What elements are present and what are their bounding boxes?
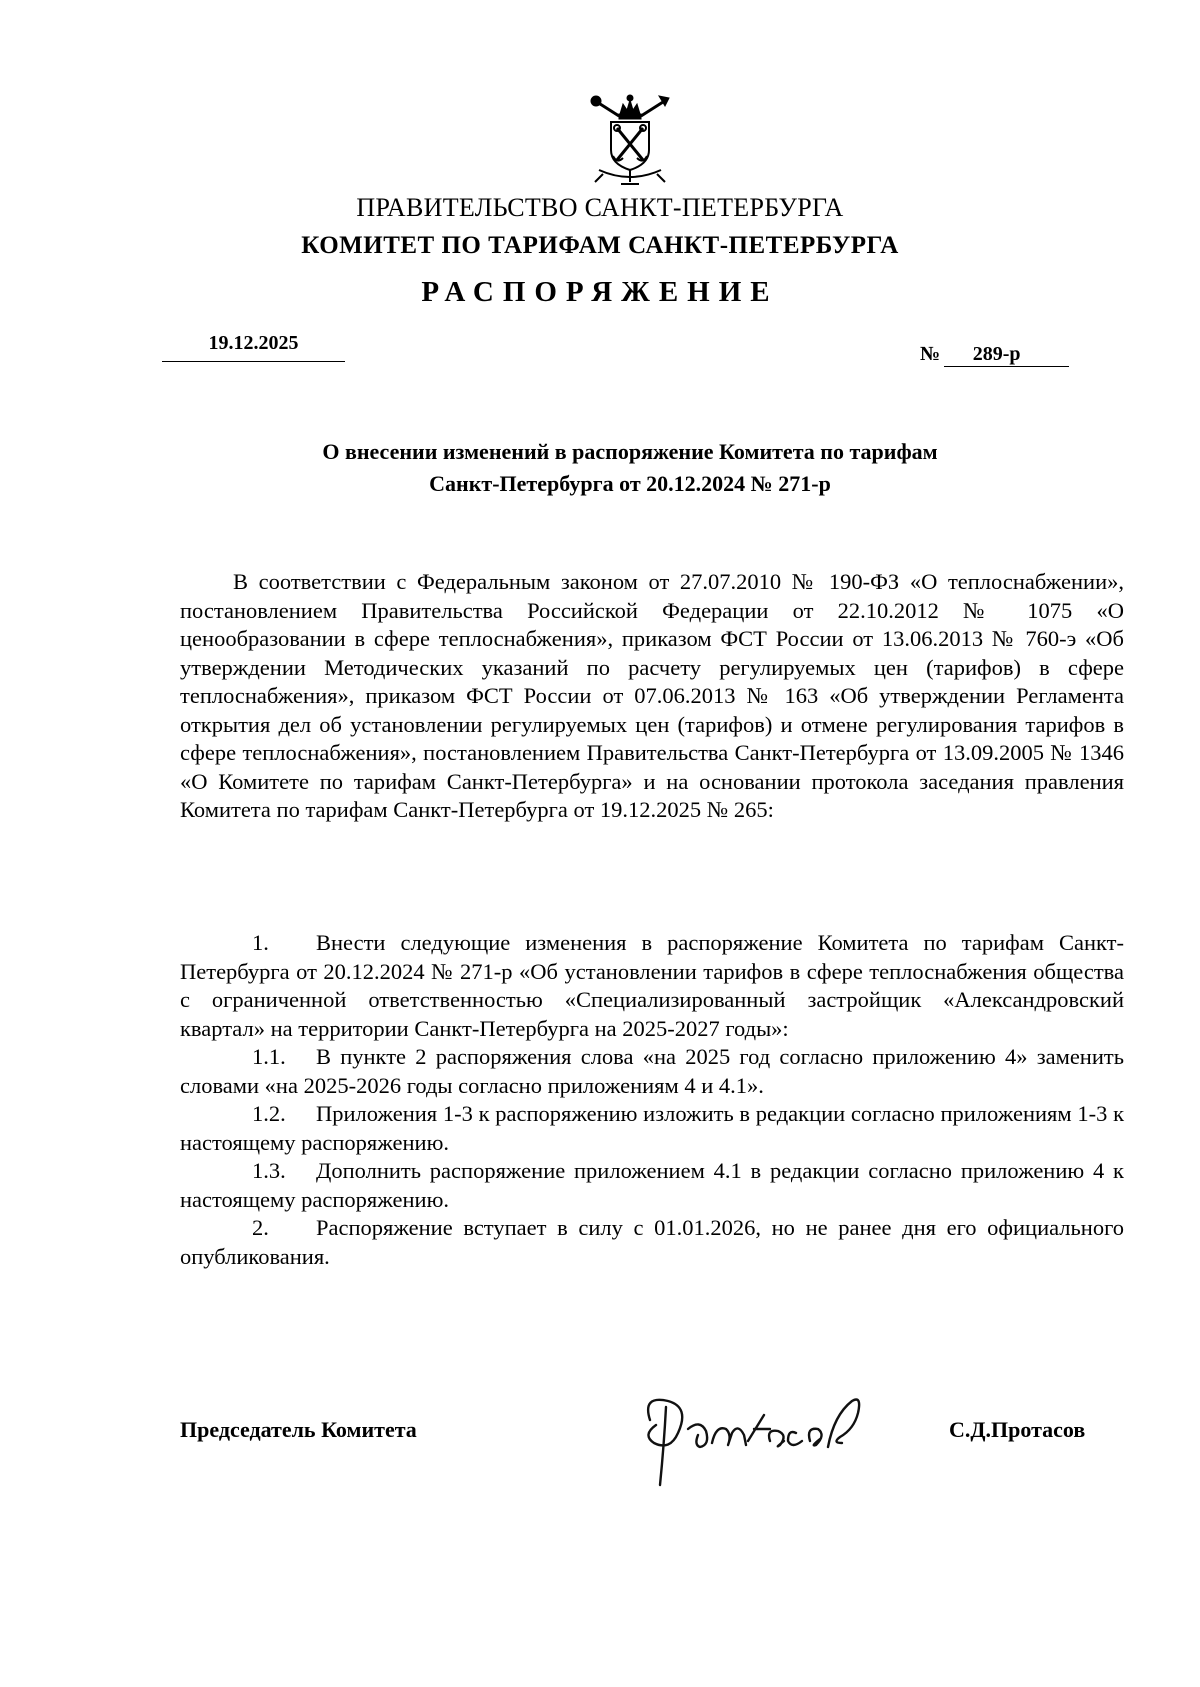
list-item: [180, 1043, 1124, 1100]
item-number: 1.: [252, 930, 269, 955]
item-text: Приложения 1-3 к распоряжению изложить в редакции согласно приложениям 1-3 к настоящему распоряжению.: [180, 1101, 1124, 1155]
preamble-text: В соответствии с Федеральным законом от 27.07.2010 № 190-ФЗ «О теплоснабжении», постановлением Правительства Российской Федерации от 22.10.2012 № 1075 «О ценообразовании в сфере теплоснабжения», приказом ФСТ России от 13.06.2013 № 760-э «Об утверждении Методических указаний по расчету регулируемых цен (тарифов) в сфере теплоснабжения», приказом ФСТ России от 07.06.2013 № 163 «Об утверждении Регламента открытия дел об установлении регулируемых цен (тарифов) и отмене регулирования тарифов в сфере теплоснабжения», постановлением Правительства Санкт-Петербурга от 13.09.2005 № 1346 «О Комитете по тарифам Санкт-Петербурга» и на основании протокола заседания правления Комитета по тарифам Санкт-Петербурга от 19.12.2025 № 265:: [180, 569, 1124, 822]
item-text: Внести следующие изменения в распоряжение Комитета по тарифам Санкт-Петербурга от 20.12.2024 № 271-р «Об установлении тарифов в сфере теплоснабжения общества с ограниченной ответственностью «Специализированный застройщик «Александровский квартал» на территории Санкт-Петербурга на 2025-2027 годы»:: [180, 930, 1124, 1041]
item-number: 1.1.: [252, 1044, 286, 1069]
number-prefix: №: [920, 343, 941, 365]
resolution-items: [180, 929, 1124, 1271]
preamble: [180, 568, 1124, 825]
list-item: [180, 1214, 1124, 1271]
item-text: Распоряжение вступает в силу с 01.01.2026, но не ранее дня его официального опубликования.: [180, 1215, 1124, 1269]
document-date: 19.12.2025: [162, 332, 345, 362]
item-number: 2.: [252, 1215, 269, 1240]
list-item: [180, 1157, 1124, 1214]
document-number: [920, 343, 1069, 367]
coat-of-arms-icon: [585, 92, 675, 192]
signatory-position: Председатель Комитета: [180, 1417, 417, 1442]
item-number: 1.2.: [252, 1101, 286, 1126]
item-number: 1.3.: [252, 1158, 286, 1183]
list-item: [180, 929, 1124, 1043]
document-type: РАСПОРЯЖЕНИЕ: [421, 276, 779, 308]
title-line-1: О внесении изменений в распоряжение Комитета по тарифам: [322, 439, 938, 464]
number-value: 289-р: [972, 343, 1021, 365]
committee-name: КОМИТЕТ ПО ТАРИФАМ САНКТ-ПЕТЕРБУРГА: [301, 232, 899, 259]
handwritten-signature: [620, 1385, 880, 1500]
title-line-2: Санкт-Петербурга от 20.12.2024 № 271-р: [429, 471, 831, 496]
item-text: Дополнить распоряжение приложением 4.1 в редакции согласно приложению 4 к настоящему распоряжению.: [180, 1158, 1124, 1212]
list-item: [180, 1100, 1124, 1157]
document-title: [180, 436, 1080, 500]
government-name: ПРАВИТЕЛЬСТВО САНКТ-ПЕТЕРБУРГА: [356, 193, 844, 222]
signatory-name: С.Д.Протасов: [949, 1417, 1086, 1442]
item-text: В пункте 2 распоряжения слова «на 2025 год согласно приложению 4» заменить словами «на 2025-2026 годы согласно приложениям 4 и 4.1».: [180, 1044, 1124, 1098]
